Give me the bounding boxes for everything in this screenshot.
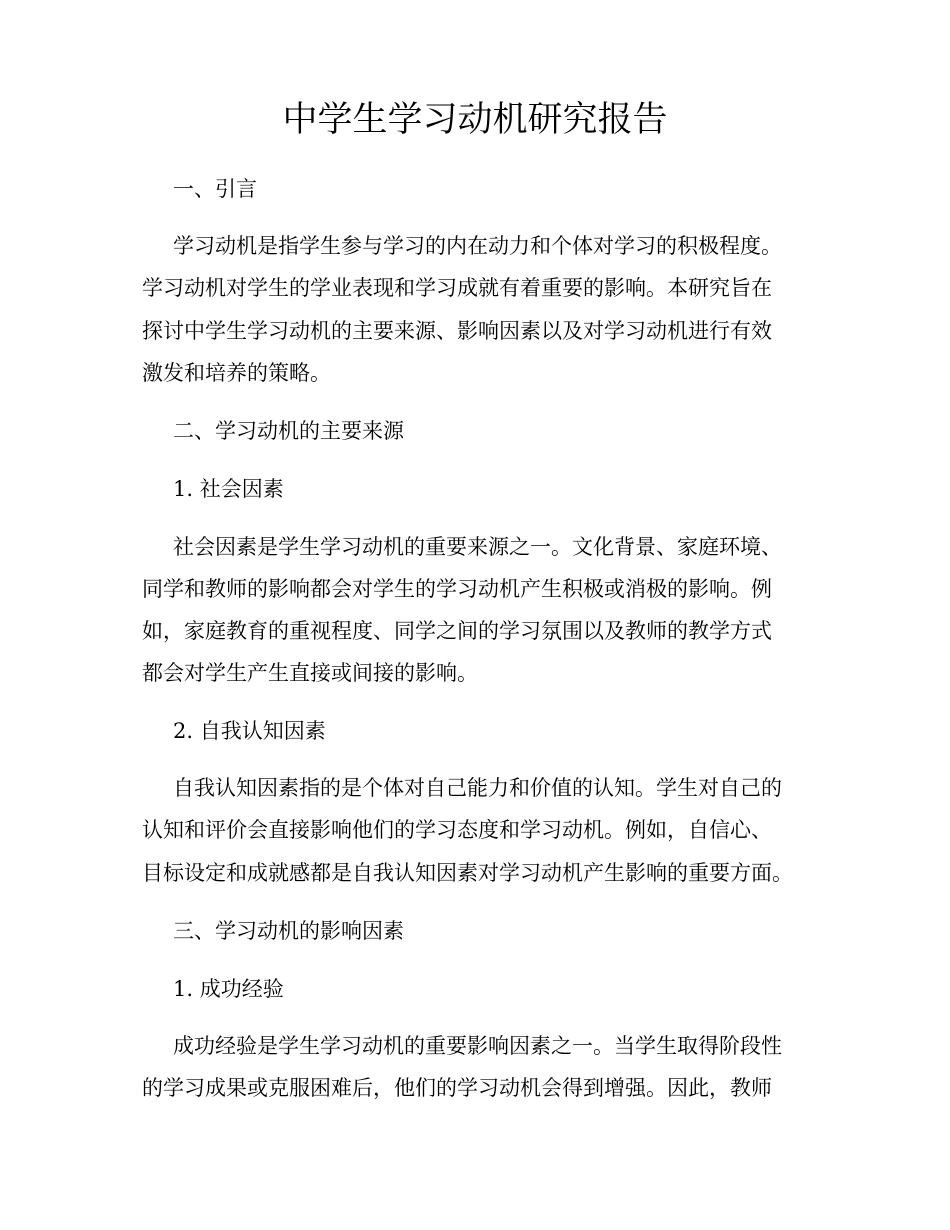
- paragraph-line: 都会对学生产生直接或间接的影响。: [142, 661, 478, 685]
- paragraph-line: 社会因素是学生学习动机的重要来源之一。文化背景、家庭环境、: [173, 535, 782, 559]
- subsection-heading-success: 1. 成功经验: [173, 977, 284, 1001]
- paragraph-line: 自我认知因素指的是个体对自己能力和价值的认知。学生对自己的: [173, 776, 782, 800]
- paragraph-line: 学习动机对学生的学业表现和学习成就有着重要的影响。本研究旨在: [142, 276, 772, 300]
- paragraph-line: 认知和评价会直接影响他们的学习态度和学习动机。例如，自信心、: [142, 818, 772, 842]
- section-heading-factors: 三、学习动机的影响因素: [173, 919, 404, 943]
- paragraph-line: 激发和培养的策略。: [142, 361, 331, 385]
- paragraph-line: 成功经验是学生学习动机的重要影响因素之一。当学生取得阶段性: [173, 1034, 782, 1058]
- subsection-heading-social: 1. 社会因素: [173, 477, 284, 501]
- paragraph-line: 学习动机是指学生参与学习的内在动力和个体对学习的积极程度。: [173, 234, 782, 258]
- subsection-heading-self: 2. 自我认知因素: [173, 719, 326, 743]
- paragraph-line: 探讨中学生学习动机的主要来源、影响因素以及对学习动机进行有效: [142, 319, 772, 343]
- section-heading-intro: 一、引言: [173, 177, 257, 201]
- section-heading-sources: 二、学习动机的主要来源: [173, 419, 404, 443]
- paragraph-line: 的学习成果或克服困难后，他们的学习动机会得到增强。因此，教师: [142, 1076, 772, 1100]
- paragraph-line: 如，家庭教育的重视程度、同学之间的学习氛围以及教师的教学方式: [142, 619, 772, 643]
- paragraph-line: 同学和教师的影响都会对学生的学习动机产生积极或消极的影响。例: [142, 577, 772, 601]
- document-title: 中学生学习动机研究报告: [282, 100, 668, 140]
- paragraph-line: 目标设定和成就感都是自我认知因素对学习动机产生影响的重要方面。: [142, 861, 793, 885]
